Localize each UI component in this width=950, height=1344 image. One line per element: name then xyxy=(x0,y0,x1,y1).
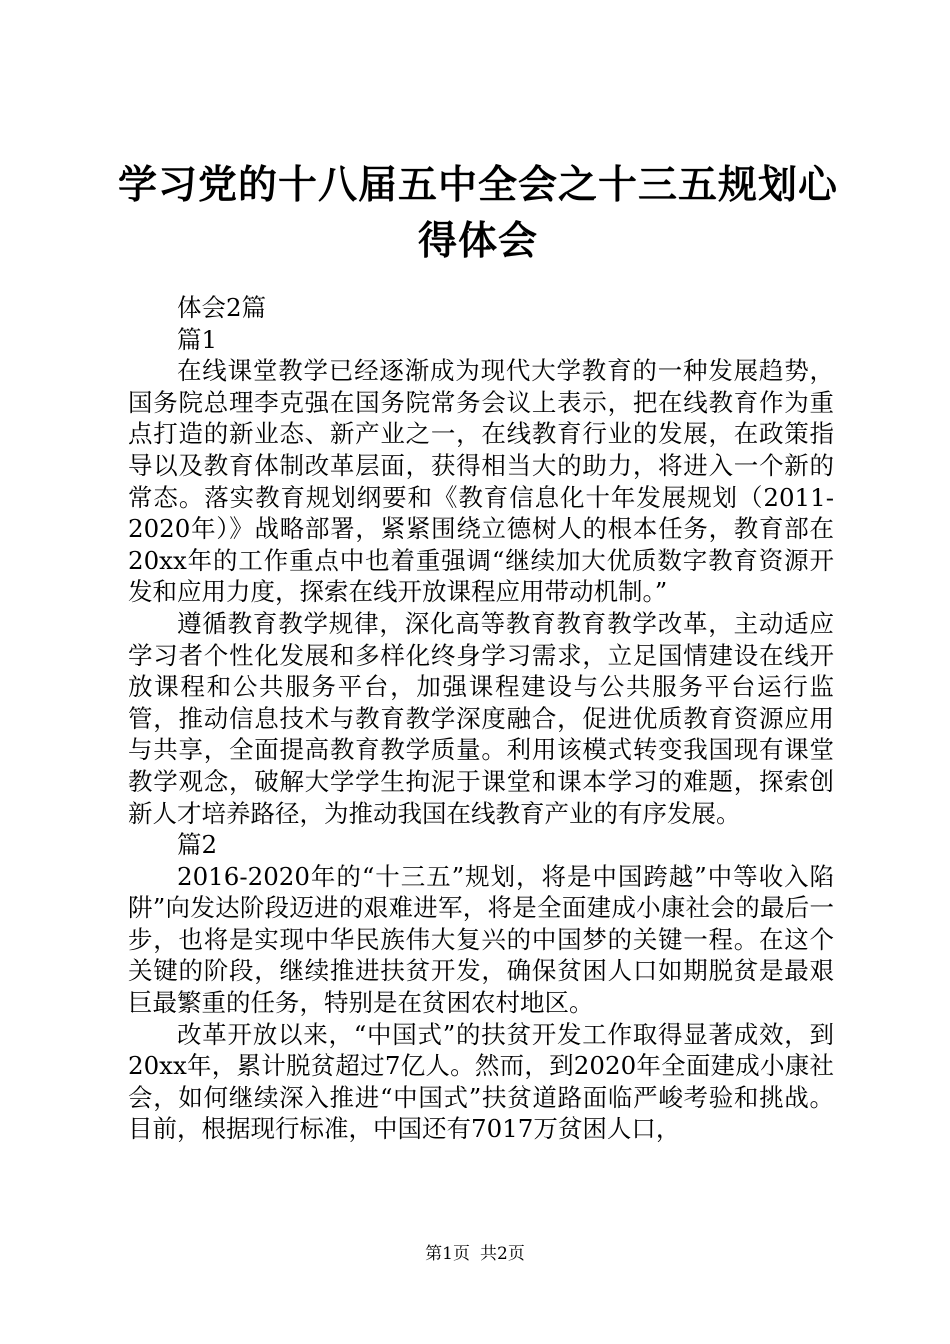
section-heading-1: 篇1 xyxy=(177,324,218,354)
page-total: 共2页 xyxy=(480,1244,525,1264)
body-paragraph: 2016-2020年的“十三五”规划，将是中国跨越”中等收入陷阱”向发达阶段迈进的艰难进军，将是全面建成小康社会的最后一步，也将是实现中华民族伟大复兴的中国梦的关键一程。在这个关键的阶段，继续推进扶贫开发，确保贫困人口如期脱贫是最艰巨最繁重的任务，特别是在贫困农村地区。 xyxy=(128,861,834,1018)
section-intro: 体会2篇 xyxy=(177,293,267,322)
page-number: 第1页 xyxy=(425,1244,470,1264)
page-footer xyxy=(0,1243,950,1265)
document-title: 学习党的十八届五中全会之十三五规划心得体会 xyxy=(118,163,839,264)
body-paragraph: 在线课堂教学已经逐渐成为现代大学教育的一种发展趋势，国务院总理李克强在国务院常务会议上表示，把在线教育作为重点打造的新业态、新产业之一，在线教育行业的发展，在政策指导以及教育体制改革层面，获得相当大的助力，将进入一个新的常态。落实教育规划纲要和《教育信息化十年发展规划（2011-2020年）》战略部署，紧紧围绕立德树人的根本任务，教育部在20xx年的工作重点中也着重强调“继续加大优质数字教育资源开发和应用力度，探索在线开放课程应用带动机制。” xyxy=(128,356,834,607)
body-paragraph: 改革开放以来，“中国式”的扶贫开发工作取得显著成效，到20xx年，累计脱贫超过7亿人。然而，到2020年全面建成小康社会，如何继续深入推进“中国式”扶贫道路面临严峻考验和挑战。目前，根据现行标准，中国还有7017万贫困人口， xyxy=(128,1019,834,1144)
document-body xyxy=(128,292,834,1145)
section-heading-2: 篇2 xyxy=(177,830,218,860)
body-paragraph: 遵循教育教学规律，深化高等教育教育教学改革，主动适应学习者个性化发展和多样化终身学习需求，立足国情建设在线开放课程和公共服务平台，加强课程建设与公共服务平台运行监管，推动信息技术与教育教学深度融合，促进优质教育资源应用与共享，全面提高教育教学质量。利用该模式转变我国现有课堂教学观念，破解大学学生拘泥于课堂和课本学习的难题，探索创新人才培养路径，为推动我国在线教育产业的有序发展。 xyxy=(128,608,834,828)
